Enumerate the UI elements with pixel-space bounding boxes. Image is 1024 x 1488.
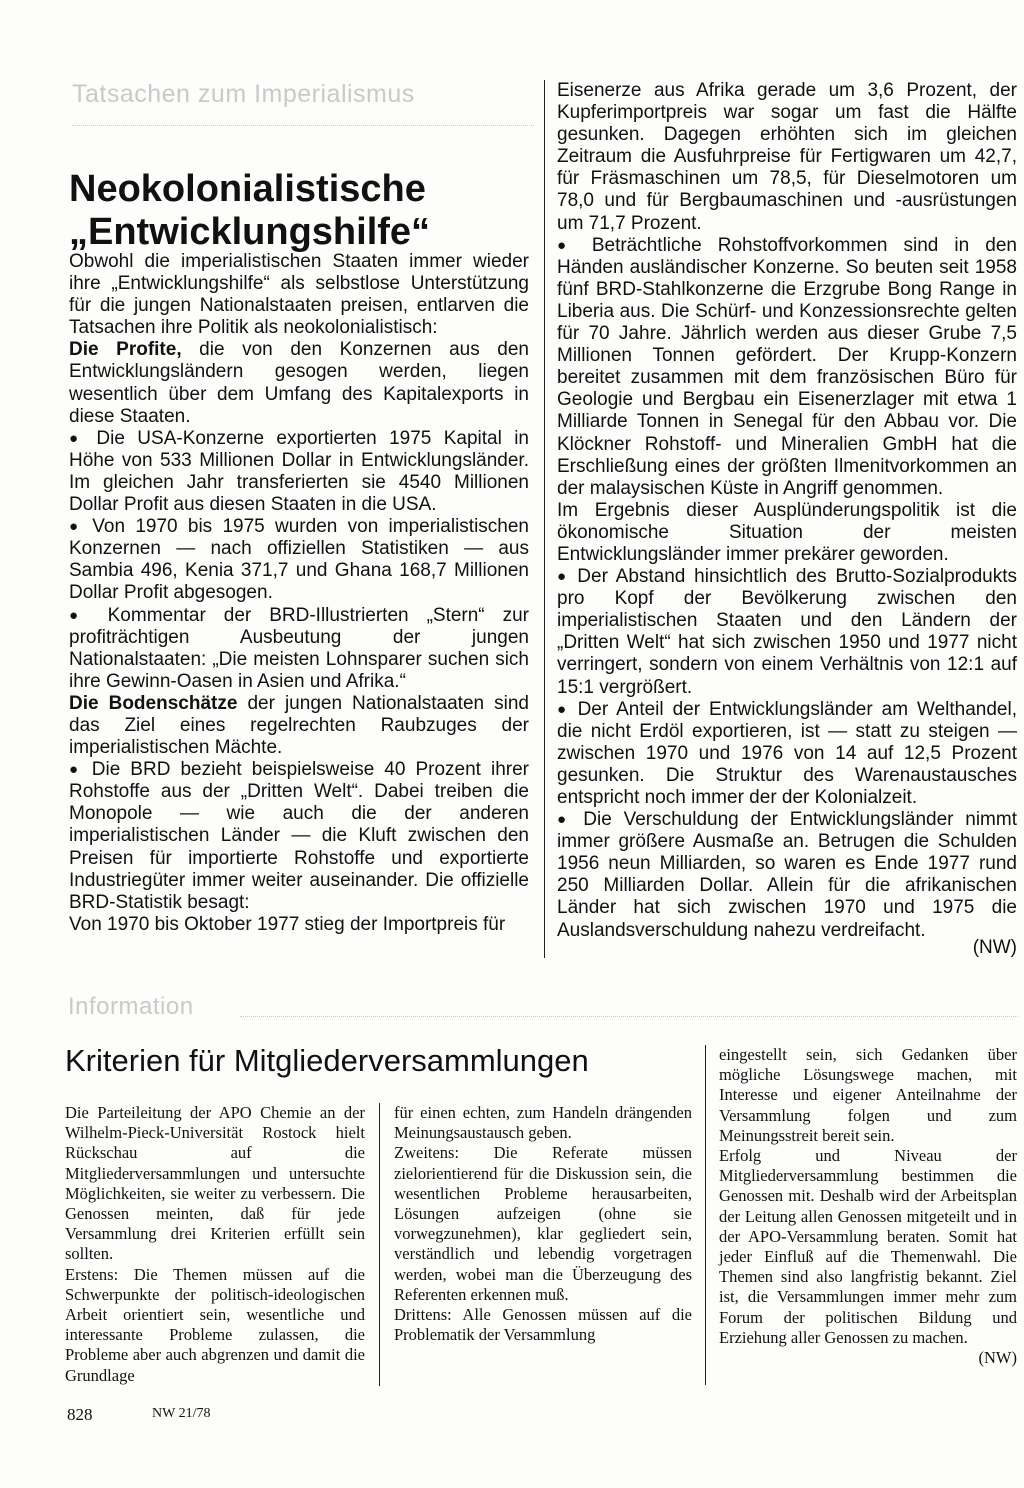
lead-paragraph bbox=[69, 693, 529, 759]
paragraph: Obwohl die imperialistischen Staaten immer wieder ihre „Entwicklungshilfe“ als selbstlose Unterstützung für die jungen Nationalstaaten preisen, entlarven die Tatsachen ihre Politik als neokolonialistisch: bbox=[69, 251, 529, 339]
section-kicker-information: Information bbox=[68, 993, 194, 1020]
paragraph-text: Die BRD bezieht beispielsweise 40 Prozent ihrer Rohstoffe aus der „Dritten Welt“. Dabei treiben die Monopole — wie auch die der anderen imperialistischen Länder — die Kluft zwischen den Preisen für importierte Rohstoffe und exportierte Industriegüter immer weiter auseinander. Die offizielle BRD-Statistik besagt: bbox=[69, 759, 529, 913]
kicker-rule-2 bbox=[240, 1016, 1018, 1017]
paragraph: Erfolg und Niveau der Mitgliederversammlung bestimmen die Genossen mit. Deshalb wird der Arbeitsplan der Leitung allen Genossen mitgeteilt und in der APO-Versammlung beraten. Somit hat jeder Einfluß auf die Themenwahl. Die Themen sind also langfristig bekannt. Ziel ist, die Versammlungen immer mehr zum Forum der politischen Bildung und Erziehung aller Genossen zu machen. bbox=[719, 1146, 1017, 1347]
paragraph: eingestellt sein, sich Gedanken über mögliche Lösungswege machen, mit Interesse und eigener Anteilnahme der Versammlung folgen und zum Meinungsstreit bereit sein. bbox=[719, 1045, 1017, 1145]
paragraph-text: Kommentar der BRD-Illustrierten „Stern“ zur profiträchtigen Ausbeutung der jungen Nationalstaaten: „Die meisten Lohnsparer suchen sich ihre Gewinn-Oasen in Asien und Afrika.“ bbox=[69, 604, 529, 692]
paragraph-text: Die USA-Konzerne exportierten 1975 Kapital in Höhe von 533 Millionen Dollar in Entwicklungsländer. Im gleichen Jahr transferierten sie 4540 Millionen Dollar Profit aus diesen Staaten in die USA. bbox=[69, 427, 529, 516]
article1-left-column bbox=[69, 251, 529, 936]
lead-term: Die Bodenschätze bbox=[69, 692, 238, 714]
article2-column-2 bbox=[394, 1103, 692, 1345]
article1-right-column bbox=[557, 80, 1017, 942]
headline-line-1: Neokolonialistische bbox=[69, 168, 426, 210]
article1-headline bbox=[69, 168, 539, 254]
paragraph-text: der jungen Nationalstaaten sind das Ziel eines regelrechten Raubzuges der imperialistischen Mächte. bbox=[69, 692, 529, 759]
bullet-paragraph bbox=[69, 605, 529, 693]
bullet-paragraph bbox=[557, 699, 1017, 809]
issue-label: NW 21/78 bbox=[152, 1406, 211, 1421]
paragraph-text: Von 1970 bis 1975 wurden von imperialistischen Konzernen — nach offiziellen Statistiken — aus Sambia 496, Kenia 371,7 und Ghana 168,7 Millionen Dollar Profit abgesogen. bbox=[69, 516, 529, 604]
bullet-paragraph bbox=[69, 516, 529, 604]
lead-paragraph bbox=[69, 339, 529, 427]
paragraph-text: Der Anteil der Entwicklungsländer am Welthandel, die nicht Erdöl exportieren, ist — statt zu steigen — zwischen 1970 und 1976 von 14 auf 12,5 Prozent gesunken. Die Struktur des Warenaustausches entspricht noch immer der der Kolonialzeit. bbox=[557, 698, 1017, 808]
bullet-paragraph bbox=[69, 759, 529, 914]
column-divider bbox=[544, 80, 545, 958]
page-number: 828 bbox=[67, 1405, 93, 1424]
paragraph: Die Parteileitung der APO Chemie an der Wilhelm-Pieck-Universität Rostock hielt Rückschau auf die Mitgliederversammlungen und untersuchte Möglichkeiten, sie weiter zu verbessern. Die Genossen meinten, daß für jede Versammlung drei Kriterien erfüllt sein sollten. bbox=[65, 1103, 365, 1264]
bullet-paragraph bbox=[557, 809, 1017, 942]
paragraph: für einen echten, zum Handeln drängenden Meinungsaustausch geben. bbox=[394, 1103, 692, 1143]
paragraph-text: Der Abstand hinsichtlich des Brutto-Sozialprodukts pro Kopf der Bevölkerung zwischen den imperialistischen Staaten und den Ländern der „Dritten Welt“ hat sich zwischen 1950 und 1977 nicht verringert, sondern von einem Verhältnis von 12:1 auf 15:1 vergrößert. bbox=[557, 566, 1017, 698]
paragraph-text: die von den Konzernen aus den Entwicklungsländern gesogen werden, liegen wesentlich über dem Umfang des Kapitalexports in diese Staaten. bbox=[69, 339, 529, 427]
paragraph-text: Die Verschuldung der Entwicklungsländer nimmt immer größere Ausmaße an. Betrugen die Schulden 1956 neun Milliarden, so waren es Ende 1977 rund 250 Milliarden Dollar. Allein für die afrikanischen Länder hat sich zwischen 1970 und 1975 die Auslandsverschuldung nahezu verdreifacht. bbox=[557, 809, 1017, 941]
paragraph: Eisenerze aus Afrika gerade um 3,6 Prozent, der Kupferimportpreis war sogar um fast die Hälfte gesunken. Dagegen erhöhten sich im gleichen Zeitraum die Ausfuhrpreise für Fertigwaren um 42,7, für Fräsmaschinen um 78,5, für Dieselmotoren um 78,0 und für Bergbaumaschinen und -ausrüstungen um 71,7 Prozent. bbox=[557, 80, 1017, 234]
paragraph: Zweitens: Die Referate müssen zielorientierend für die Diskussion sein, die wesentlichen Probleme herausarbeiten, Lösungen aufzeigen (ohne sie vorwegzunehmen), klar gegliedert sein, verständlich und lebendig vorgetragen werden, wobei man die Überzeugung des Referenten erkennen muß. bbox=[394, 1143, 692, 1304]
headline-line-2: „Entwicklungshilfe“ bbox=[69, 211, 431, 253]
lead-term: Die Profite, bbox=[69, 339, 182, 361]
article2-headline: Kriterien für Mitgliederversammlungen bbox=[65, 1043, 589, 1078]
bullet-paragraph bbox=[69, 428, 529, 516]
bullet-paragraph bbox=[557, 566, 1017, 699]
paragraph: Drittens: Alle Genossen müssen auf die Problematik der Versammlung bbox=[394, 1305, 692, 1345]
paragraph: Erstens: Die Themen müssen auf die Schwerpunkte der politisch-ideologischen Arbeit orientiert sein, wesentliche und interessante Probleme zulassen, die Probleme aber auch abgrenzen und damit die Grundlage bbox=[65, 1264, 365, 1385]
article2-column-1 bbox=[65, 1103, 365, 1386]
article2-column-3 bbox=[719, 1045, 1017, 1368]
paragraph-text: Beträchtliche Rohstoffvorkommen sind in den Händen ausländischer Konzerne. So beuten seit 1958 fünf BRD-Stahlkonzerne die Erzgrube Bong Range in Liberia aus. Die Schürf- und Konzessionsrechte gelten für 70 Jahre. Jährlich werden aus dieser Grube 7,5 Millionen Tonnen gefördert. Der Krupp-Konzern bereitet zusammen mit dem französischen Büro für Geologie und Bergbau ein Eisenerzlager mit etwa 1 Milliarde Tonnen in Senegal für den Abbau vor. Die Klöckner Rohstoff- und Mineralien GmbH hat die Erschließung eines der größten Ilmenitvorkommen an der malaysischen Küste in Angriff genommen. bbox=[557, 234, 1017, 499]
kicker-rule bbox=[72, 125, 534, 126]
paragraph: Im Ergebnis dieser Ausplünderungspolitik ist die ökonomische Situation der meisten Entwicklungsländer immer prekärer geworden. bbox=[557, 499, 1017, 565]
article2-signature: (NW) bbox=[978, 1348, 1017, 1368]
column-divider bbox=[379, 1103, 380, 1386]
article1-signature: (NW) bbox=[972, 937, 1017, 958]
bullet-paragraph bbox=[557, 235, 1017, 500]
section-kicker-imperialism: Tatsachen zum Imperialismus bbox=[72, 80, 415, 108]
column-divider bbox=[705, 1045, 706, 1385]
paragraph: Von 1970 bis Oktober 1977 stieg der Importpreis für bbox=[69, 913, 506, 935]
